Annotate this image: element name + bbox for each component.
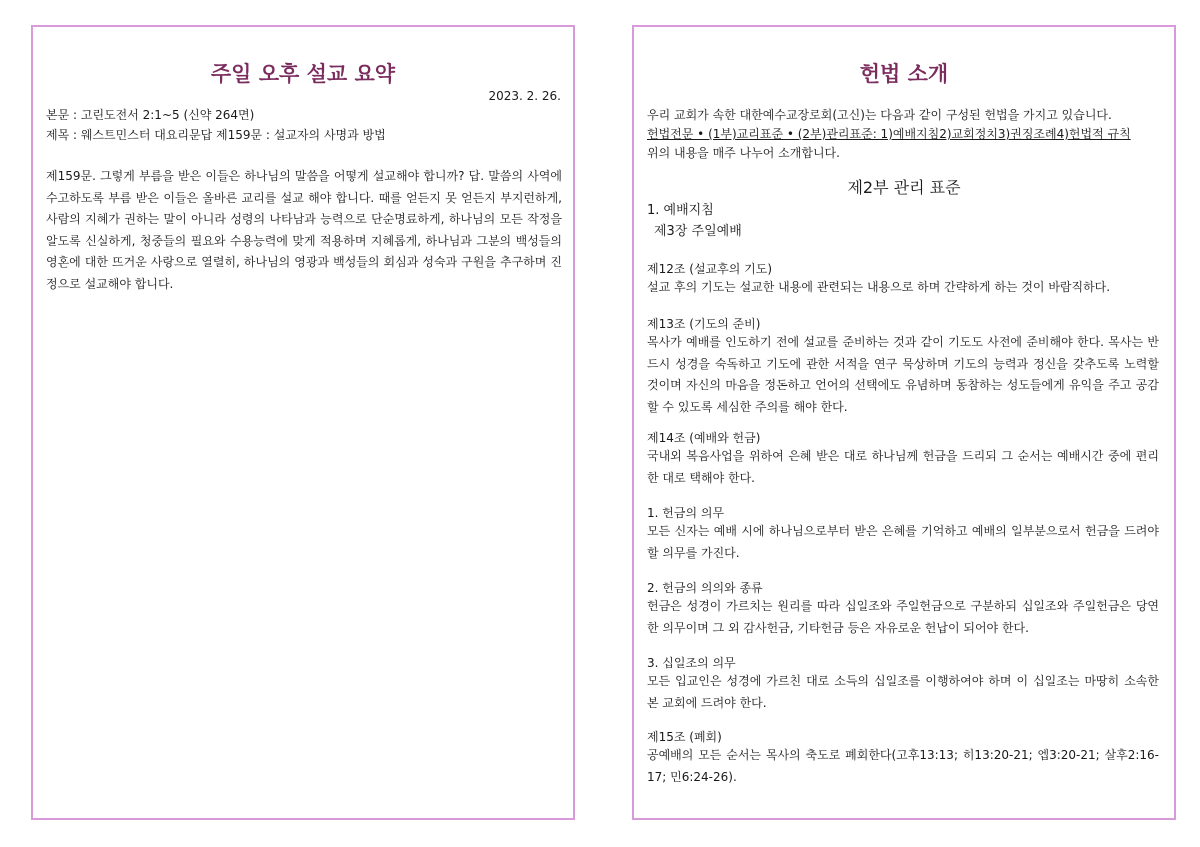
intro-line-3: 위의 내용을 매주 나누어 소개합니다. bbox=[647, 146, 840, 160]
sermon-body: 제159문. 그렇게 부름을 받은 이들은 하나님의 말씀을 어떻게 설교해야 합니까? 답. 말씀의 사역에 수고하도록 부름 받은 이들은 올바른 교리를 설교 해야 합니다. 때를 얻든지 못 얻든지 부지런하게, 사람의 지혜가 권하는 말이 아니라 성령의 나타남과 능력으로 단순명료하게, 하나님의 모든 작정을 알도록 신실하게, 청중들의 필요와 수용능력에 맞게 적용하며 지혜롭게, 하나님과 그분의 백성들의 영혼에 대한 뜨거운 사랑으로 열렬히, 하나님의 영광과 백성들의 회심과 성숙과 구원을 추구하며 진정으로 설교해야 합니다. bbox=[46, 169, 562, 291]
part-heading: 1. 예배지침 bbox=[647, 203, 714, 218]
article-14-title: 제14조 (예배와 헌금) bbox=[647, 431, 761, 445]
article-12-body: 설교 후의 기도는 설교한 내용에 관련되는 내용으로 하며 간략하게 하는 것이 바람직하다. bbox=[647, 280, 1111, 294]
tithe-duty-body: 모든 입교인은 성경에 가르친 대로 소득의 십일조를 이행하여야 하며 이 십일조는 마땅히 소속한 본 교회에 드려야 한다. bbox=[647, 674, 1159, 710]
section-title: 제2부 관리 표준 bbox=[847, 178, 961, 197]
sermon-subject: 제목 : 웨스트민스터 대요리문답 제159문 : 설교자의 사명과 방법 bbox=[46, 128, 386, 142]
article-13-body: 목사가 예배를 인도하기 전에 설교를 준비하는 것과 같이 기도도 사전에 준비해야 한다. 목사는 반드시 성경을 숙독하고 기도에 관한 서적을 연구 묵상하며 기도의 능력과 정신을 갖추도록 노력할 것이며 자신의 마음을 정돈하고 언어의 선택에도 유념하며 동참하는 성도들에게 유익을 주고 공감할 수 있도록 세심한 주의를 해야 한다. bbox=[647, 335, 1159, 414]
intro-line-1: 우리 교회가 속한 대한예수교장로회(고신)는 다음과 같이 구성된 헌법을 가지고 있습니다. bbox=[647, 108, 1112, 122]
sermon-title: 주일 오후 설교 요약 bbox=[210, 62, 396, 86]
sermon-date: 2023. 2. 26. bbox=[488, 89, 561, 103]
article-14-body: 국내외 복음사업을 위하여 은혜 받은 대로 하나님께 헌금을 드리되 그 순서는 예배시간 중에 편리한 대로 택해야 한다. bbox=[647, 449, 1159, 485]
constitution-title: 헌법 소개 bbox=[859, 62, 949, 86]
offering-duty-body: 모든 신자는 예배 시에 하나님으로부터 받은 은혜를 기억하고 예배의 일부분으로서 헌금을 드려야 할 의무를 가진다. bbox=[647, 524, 1159, 560]
article-13-title: 제13조 (기도의 준비) bbox=[647, 317, 761, 331]
chapter-heading: 제3장 주일예배 bbox=[654, 224, 742, 239]
scripture-reference: 본문 : 고린도전서 2:1~5 (신약 264면) bbox=[46, 108, 255, 122]
offering-duty-title: 1. 헌금의 의무 bbox=[647, 506, 725, 520]
intro-line-2: 헌법전문 • (1부)교리표준 • (2부)관리표준: 1)예배지침2)교회정치3)권징조례4)헌법적 규칙 bbox=[647, 127, 1131, 141]
right-page bbox=[632, 25, 1176, 820]
tithe-duty-title: 3. 십일조의 의무 bbox=[647, 656, 736, 670]
article-15-body: 공예배의 모든 순서는 목사의 축도로 폐회한다(고후13:13; 히13:20-21; 엡3:20-21; 살후2:16-17; 민6:24-26). bbox=[647, 748, 1159, 784]
article-12-title: 제12조 (설교후의 기도) bbox=[647, 262, 772, 276]
left-page bbox=[31, 25, 575, 820]
offering-types-body: 헌금은 성경이 가르치는 원리를 따라 십일조와 주일헌금으로 구분하되 십일조와 주일헌금은 당연한 의무이며 그 외 감사헌금, 기타헌금 등은 자유로운 헌납이 되어야 한다. bbox=[647, 599, 1159, 635]
article-15-title: 제15조 (폐회) bbox=[647, 730, 722, 744]
offering-types-title: 2. 헌금의 의의와 종류 bbox=[647, 581, 763, 595]
